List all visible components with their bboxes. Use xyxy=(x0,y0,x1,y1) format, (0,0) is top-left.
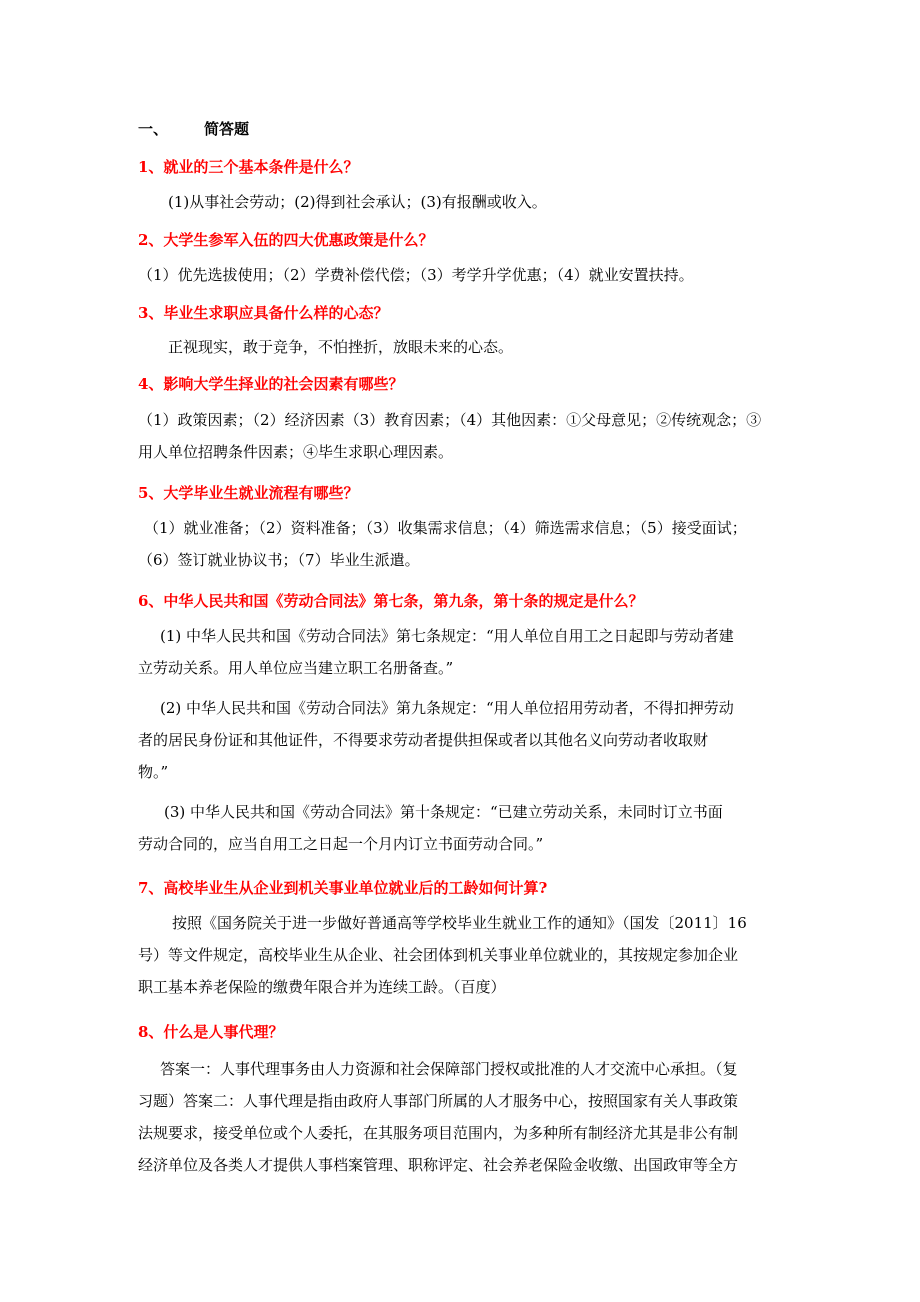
answer-line: 物。” xyxy=(138,763,169,781)
question-2: 2、大学生参军入伍的四大优惠政策是什么？ xyxy=(138,231,434,249)
section-title: 简答题 xyxy=(204,120,250,138)
answer-line: (2) 中华人民共和国《劳动合同法》第九条规定：“用人单位招用劳动者，不得扣押劳动 xyxy=(160,699,734,717)
answer-5 xyxy=(138,512,786,576)
question-6: 6、中华人民共和国《劳动合同法》第七条，第九条，第十条的规定是什么？ xyxy=(138,592,644,610)
answer-line: 劳动合同的，应当自用工之日起一个月内订立书面劳动合同。” xyxy=(138,835,544,853)
answer-line: 立劳动关系。用人单位应当建立职工名册备查。” xyxy=(138,659,454,677)
question-4: 4、影响大学生择业的社会因素有哪些？ xyxy=(138,375,404,393)
answer-line: 经济单位及各类人才提供人事档案管理、职称评定、社会养老保险金收缴、出国政审等全方 xyxy=(138,1156,739,1174)
answer-line: 习题）答案二：人事代理是指由政府人事部门所属的人才服务中心，按照国家有关人事政策 xyxy=(138,1092,739,1110)
answer-line: 者的居民身份证和其他证件，不得要求劳动者提供担保或者以其他名义向劳动者收取财 xyxy=(138,731,709,749)
answer-3 xyxy=(138,331,786,363)
answer-line: 职工基本养老保险的缴费年限合并为连续工龄。（百度） xyxy=(138,978,506,996)
question-1: 1、就业的三个基本条件是什么？ xyxy=(138,158,359,176)
question-3: 3、毕业生求职应具备什么样的心态？ xyxy=(138,304,389,322)
answer-6 xyxy=(138,620,786,860)
answer-line: 正视现实，敢于竞争，不怕挫折，放眼未来的心态。 xyxy=(168,338,514,356)
answer-line: (1) 中华人民共和国《劳动合同法》第七条规定：“用人单位自用工之日起即与劳动者建 xyxy=(160,627,734,645)
answer-line: 按照《国务院关于进一步做好普通高等学校毕业生就业工作的通知》（国发〔2011〕16 xyxy=(172,914,747,932)
answer-1 xyxy=(138,186,786,218)
question-7: 7、高校毕业生从企业到机关事业单位就业后的工龄如何计算? xyxy=(138,879,548,897)
answer-line: 答案一：人事代理事务由人力资源和社会保障部门授权或批准的人才交流中心承担。（复 xyxy=(160,1060,738,1078)
answer-line: 号）等文件规定，高校毕业生从企业、社会团体到机关事业单位就业的，其按规定参加企业 xyxy=(138,946,739,964)
answer-line: (3) 中华人民共和国《劳动合同法》第十条规定：“已建立劳动关系，未同时订立书面 xyxy=(164,803,723,821)
answer-line: （1）政策因素；（2）经济因素（3）教育因素；（4）其他因素：①父母意见；②传统观念；③ xyxy=(138,411,762,429)
answer-line: 法规要求，接受单位或个人委托，在其服务项目范围内，为多种所有制经济尤其是非公有制 xyxy=(138,1124,739,1142)
answer-8 xyxy=(138,1053,786,1181)
answer-2 xyxy=(138,259,786,291)
answer-line: 用人单位招聘条件因素；④毕生求职心理因素。 xyxy=(138,443,454,461)
section-heading xyxy=(138,118,249,139)
question-8: 8、什么是人事代理？ xyxy=(138,1023,284,1041)
answer-4 xyxy=(138,404,786,468)
answer-line: （6）签订就业协议书；（7）毕业生派遣。 xyxy=(138,551,420,569)
answer-line: （1）就业准备；（2）资料准备；（3）收集需求信息；（4）筛选需求信息；（5）接受面试； xyxy=(144,519,747,537)
section-number: 一、 xyxy=(138,120,169,138)
question-5: 5、大学毕业生就业流程有哪些？ xyxy=(138,484,359,502)
answer-line: (1)从事社会劳动；(2)得到社会承认；(3)有报酬或收入。 xyxy=(168,193,547,211)
answer-line: （1）优先选拔使用；（2）学费补偿代偿；（3）考学升学优惠；（4）就业安置扶持。 xyxy=(138,266,694,284)
answer-7 xyxy=(138,907,786,1003)
